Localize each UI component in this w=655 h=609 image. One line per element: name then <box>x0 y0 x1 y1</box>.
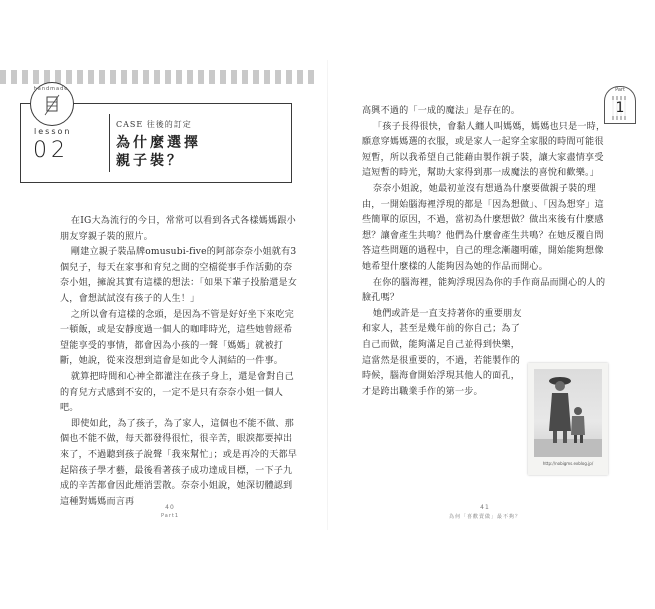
lesson-label: lesson <box>34 127 72 136</box>
emblem-word: handmade <box>33 86 69 92</box>
running-title: 為何「喜歡賣做」最不夠？ <box>448 514 521 520</box>
paragraph: 在IG大為流行的今日，常常可以看到各式各樣媽媽跟小朋友穿親子裝的照片。 <box>60 216 296 242</box>
right-folio <box>430 504 540 520</box>
left-page-body <box>60 214 300 510</box>
right-page-body <box>362 104 607 400</box>
chapter-title <box>116 134 201 170</box>
part-word: Part <box>615 87 625 93</box>
paragraph: 剛建立親子裝品牌omusubi-five的阿部奈奈小姐就有3個兒子，每天在家事和育兒之間的空檔從事手作活動的奈奈小姐，擁說其實有這樣的想法：「如果下輩子投胎還是女人，會想試試沒有孩子的人生！」 <box>60 247 298 304</box>
page-gutter <box>327 60 328 530</box>
paragraph: 之所以會有這樣的念頭，是因為不管是好好坐下來吃完一頓飯，或是安靜度過一個人的咖啡時光，這些她曾經希望能享受的事情，都會因為小孩的一聲「媽媽」就被打斷，她說，從來沒想到這會是如此令人洞結的一件事。 <box>60 309 294 367</box>
left-folio <box>150 504 190 519</box>
chapter-title-line-1: 為什麼選擇 <box>116 135 201 151</box>
mother-and-child-figure-icon <box>534 369 602 457</box>
paragraph: 高興不過的「一成的魔法」是存在的。 <box>362 106 520 116</box>
mother-child-photo <box>534 369 602 457</box>
paragraph: 在你的腦海裡，能夠浮現因為你的手作商品而開心的人的臉孔嗎？ <box>362 277 606 304</box>
case-line: CASE 往後的訂定 <box>116 120 192 129</box>
chapter-title-line-2: 親子裝？ <box>116 153 184 169</box>
paragraph: 就算把時間和心神全都灌注在孩子身上，還是會對自己的育兒方式感到不安的，一定不是只有奈奈小姐一個人吧。 <box>60 371 294 414</box>
paragraph: 「孩子長得很快，會黏人纏人叫媽媽，媽媽也只是一時，願意穿媽媽選的衣服，或是家人一起穿全家服的時間可能很短暫，所以我希望自己能藉由製作親子裝，讓大家盡情享受這短暫的時光，幫助大家得到那一成魔法的喜悅和歡樂。」 <box>362 121 606 179</box>
page-number: 40 <box>165 504 175 511</box>
paragraph: 奈奈小姐說，她最初並沒有想過為什麼要做親子裝的理由，一開始腦海裡浮現的都是「因為想做」、「因為想穿」這些簡單的原因，不過，當初為什麼想做？做出來後有什麼感想？讓會產生共鳴？他們為什麼會產生共鳴？在她反覆自問答這些問題的過程中，自己的理念漸趨明確，開始能夠想像她希望什麼樣的人能夠因為她的作品而開心。 <box>362 183 604 272</box>
lesson-number: 02 <box>33 138 69 163</box>
photo-caption-url: http://nobigms.exblog.jp/ <box>542 461 594 466</box>
header-divider <box>109 114 110 172</box>
part-number: 1 <box>608 100 632 116</box>
paragraph: 即使如此，為了孩子，為了家人，這個也不能不做、那個也不能不做，每天都發得很忙，很辛苦，眼淚都要掉出來了，不過聽到孩子說聲「我來幫忙」；或是再冷的天都早起陪孩子學才藝，最後看著孩子成功達成目標，一下子九成的辛苦都會因此煙消雲散。奈奈小姐說，她深切體認到這種對媽媽而言再 <box>60 418 298 507</box>
paragraph: 她們或許是一直支持著你的重要朋友和家人，甚至是幾年前的你自己；為了自己而做，能夠滿足自己並得到快樂，這當然是很重要的，不過，若能製作的時候，腦海會開始浮現其他人的面孔，才是跨出職業手作的第一步。 <box>362 308 522 397</box>
page-number: 41 <box>480 504 490 511</box>
running-part: Part1 <box>160 513 180 519</box>
